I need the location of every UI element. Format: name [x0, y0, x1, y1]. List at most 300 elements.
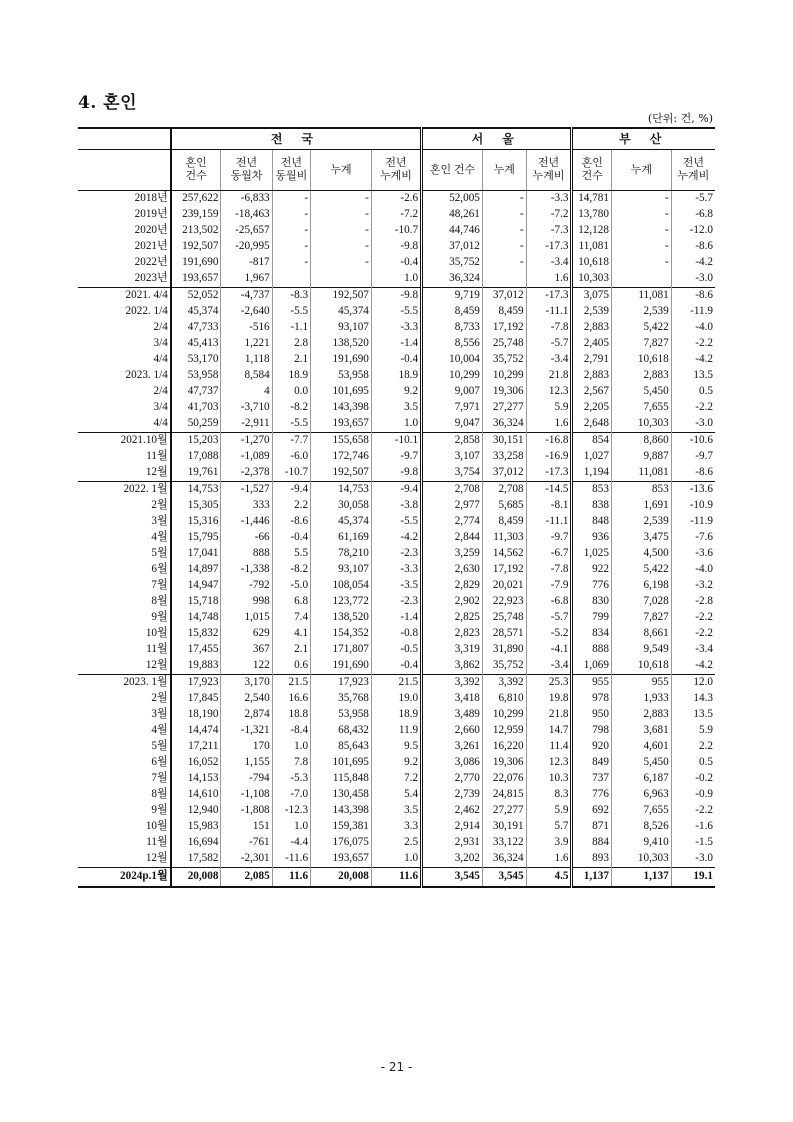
col-busan-count: 혼인 건수 — [572, 150, 611, 191]
cell-seoul-count: 2,462 — [422, 803, 483, 819]
cell-busan-count: 1,137 — [572, 868, 611, 888]
cell-busan-cumulative: 3,681 — [611, 723, 671, 739]
cell-seoul-cum-rate: -3.4 — [526, 352, 572, 368]
cell-nat-count: 45,374 — [171, 304, 221, 320]
table-row — [78, 482, 715, 499]
corner-header-sub — [78, 150, 171, 191]
cell-busan-count: 12,128 — [572, 223, 611, 239]
cell-seoul-cumulative: 11,303 — [482, 530, 526, 546]
col-busan-cumulative: 누계 — [611, 150, 671, 191]
cell-busan-cumulative: - — [611, 223, 671, 239]
row-label: 12월 — [145, 852, 168, 865]
cell-nat-cum-rate: 11.9 — [371, 723, 421, 739]
cell-seoul-count: 2,829 — [422, 578, 483, 594]
cell-busan-cum-rate: -1.5 — [671, 835, 715, 851]
cell-nat-cumulative: 101,695 — [311, 384, 372, 400]
cell-nat-count: 17,041 — [171, 546, 221, 562]
cell-seoul-cum-rate: -16.9 — [526, 449, 572, 465]
cell-nat-cumulative: 176,075 — [311, 835, 372, 851]
cell-nat-cumulative: 20,008 — [311, 868, 372, 888]
cell-nat-yoy-rate: 4.1 — [272, 626, 310, 642]
cell-seoul-cum-rate: -5.2 — [526, 626, 572, 642]
cell-nat-yoy-rate: 18.9 — [272, 368, 310, 384]
cell-seoul-cumulative: 22,076 — [482, 771, 526, 787]
cell-seoul-cumulative: 12,959 — [482, 723, 526, 739]
table-row — [78, 739, 715, 755]
col-nat-yoy-rate: 전년 동월비 — [272, 150, 310, 191]
cell-seoul-cum-rate: 25.3 — [526, 675, 572, 692]
cell-nat-cumulative: 192,507 — [311, 288, 372, 305]
cell-seoul-cum-rate: -9.7 — [526, 530, 572, 546]
cell-seoul-count: 2,844 — [422, 530, 483, 546]
cell-busan-count: 776 — [572, 578, 611, 594]
cell-busan-cumulative: 8,860 — [611, 433, 671, 450]
cell-nat-cumulative — [311, 271, 372, 288]
cell-nat-cumulative: 191,690 — [311, 658, 372, 675]
cell-nat-count: 213,502 — [171, 223, 221, 239]
row-label: 3월 — [151, 708, 168, 721]
table-row — [78, 288, 715, 305]
cell-nat-yoy-diff: 1,118 — [221, 352, 272, 368]
row-label: 6월 — [151, 563, 168, 576]
cell-seoul-cum-rate: -6.7 — [526, 546, 572, 562]
table-row — [78, 336, 715, 352]
cell-busan-cum-rate: -8.6 — [671, 239, 715, 255]
cell-seoul-cum-rate: 5.9 — [526, 400, 572, 416]
cell-seoul-cum-rate: -17.3 — [526, 239, 572, 255]
cell-seoul-cumulative: 16,220 — [482, 739, 526, 755]
cell-seoul-cumulative: 10,299 — [482, 368, 526, 384]
cell-seoul-cumulative: 25,748 — [482, 336, 526, 352]
cell-seoul-count: 3,754 — [422, 465, 483, 482]
cell-nat-cum-rate: -3.3 — [371, 320, 421, 336]
cell-busan-count: 2,567 — [572, 384, 611, 400]
cell-seoul-cum-rate: 5.7 — [526, 819, 572, 835]
cell-nat-cumulative: 45,374 — [311, 514, 372, 530]
cell-nat-cumulative: 93,107 — [311, 562, 372, 578]
cell-busan-count: 920 — [572, 739, 611, 755]
cell-seoul-cum-rate: -7.2 — [526, 207, 572, 223]
cell-busan-cumulative: 955 — [611, 675, 671, 692]
cell-busan-cum-rate: -4.2 — [671, 255, 715, 271]
table-row — [78, 223, 715, 239]
cell-seoul-cum-rate: 1.6 — [526, 271, 572, 288]
cell-nat-cumulative: 138,520 — [311, 336, 372, 352]
table-row — [78, 819, 715, 835]
cell-busan-cum-rate: -9.7 — [671, 449, 715, 465]
cell-busan-count: 10,618 — [572, 255, 611, 271]
cell-busan-cumulative — [611, 271, 671, 288]
cell-nat-cumulative: 172,746 — [311, 449, 372, 465]
cell-busan-count: 11,081 — [572, 239, 611, 255]
cell-busan-cum-rate: -8.6 — [671, 288, 715, 305]
cell-seoul-cumulative: 2,708 — [482, 482, 526, 499]
cell-seoul-cum-rate: 12.3 — [526, 755, 572, 771]
cell-seoul-cumulative: 19,306 — [482, 384, 526, 400]
cell-nat-cum-rate: -9.7 — [371, 449, 421, 465]
cell-seoul-cumulative: 31,890 — [482, 642, 526, 658]
cell-nat-cum-rate: 1.0 — [371, 416, 421, 433]
cell-busan-cumulative: 6,198 — [611, 578, 671, 594]
cell-nat-yoy-rate: 2.2 — [272, 498, 310, 514]
cell-nat-cum-rate: -4.2 — [371, 530, 421, 546]
cell-busan-cumulative: 2,539 — [611, 304, 671, 320]
cell-busan-cumulative: 10,618 — [611, 352, 671, 368]
cell-busan-cum-rate: -3.0 — [671, 416, 715, 433]
cell-nat-count: 17,211 — [171, 739, 221, 755]
cell-busan-cum-rate: -6.8 — [671, 207, 715, 223]
table-row — [78, 803, 715, 819]
cell-busan-count: 871 — [572, 819, 611, 835]
cell-nat-cum-rate: 3.3 — [371, 819, 421, 835]
cell-nat-count: 14,897 — [171, 562, 221, 578]
cell-seoul-count: 8,733 — [422, 320, 483, 336]
cell-nat-count: 17,845 — [171, 691, 221, 707]
cell-nat-cum-rate: -9.4 — [371, 482, 421, 499]
cell-nat-yoy-diff: 4 — [221, 384, 272, 400]
row-label: 4월 — [151, 724, 168, 737]
cell-nat-yoy-rate: -5.3 — [272, 771, 310, 787]
cell-busan-cum-rate: -3.2 — [671, 578, 715, 594]
group-seoul: 서 울 — [422, 128, 572, 150]
cell-busan-cum-rate: 0.5 — [671, 755, 715, 771]
cell-nat-count: 12,940 — [171, 803, 221, 819]
cell-busan-cumulative: 10,618 — [611, 658, 671, 675]
cell-nat-yoy-rate: 1.0 — [272, 739, 310, 755]
cell-seoul-cum-rate: 10.3 — [526, 771, 572, 787]
row-label: 2023. 1/4 — [125, 369, 168, 382]
cell-busan-cum-rate: -4.2 — [671, 658, 715, 675]
cell-nat-count: 47,737 — [171, 384, 221, 400]
cell-nat-count: 53,170 — [171, 352, 221, 368]
cell-nat-yoy-diff: -2,640 — [221, 304, 272, 320]
cell-nat-yoy-rate: - — [272, 255, 310, 271]
cell-busan-cumulative: 10,303 — [611, 416, 671, 433]
cell-nat-count: 15,305 — [171, 498, 221, 514]
cell-seoul-cumulative: 30,191 — [482, 819, 526, 835]
cell-busan-cum-rate: -3.6 — [671, 546, 715, 562]
row-label: 10월 — [145, 820, 168, 833]
cell-nat-yoy-diff: 1,967 — [221, 271, 272, 288]
cell-nat-cumulative: 61,169 — [311, 530, 372, 546]
cell-busan-cumulative: - — [611, 191, 671, 208]
cell-busan-cumulative: 7,827 — [611, 610, 671, 626]
cell-seoul-count: 2,914 — [422, 819, 483, 835]
cell-nat-cumulative: 85,643 — [311, 739, 372, 755]
cell-nat-yoy-diff: -1,338 — [221, 562, 272, 578]
cell-busan-count: 830 — [572, 594, 611, 610]
row-label: 2021년 — [134, 240, 168, 253]
cell-nat-yoy-diff: -1,270 — [221, 433, 272, 450]
cell-busan-cum-rate: -2.2 — [671, 626, 715, 642]
cell-nat-cum-rate: 18.9 — [371, 707, 421, 723]
cell-nat-yoy-rate: -11.6 — [272, 851, 310, 868]
cell-nat-yoy-rate: -0.4 — [272, 530, 310, 546]
cell-busan-cumulative: 7,655 — [611, 803, 671, 819]
cell-seoul-cum-rate: 1.6 — [526, 851, 572, 868]
cell-nat-cum-rate: 1.0 — [371, 851, 421, 868]
row-label: 11월 — [146, 450, 168, 463]
cell-seoul-count: 3,319 — [422, 642, 483, 658]
cell-nat-cum-rate: -3.8 — [371, 498, 421, 514]
table-row — [78, 530, 715, 546]
cell-seoul-cumulative: 36,324 — [482, 851, 526, 868]
cell-nat-cum-rate: 3.5 — [371, 803, 421, 819]
cell-nat-yoy-rate: -8.2 — [272, 400, 310, 416]
table-row — [78, 675, 715, 692]
cell-nat-yoy-diff: 1,221 — [221, 336, 272, 352]
cell-nat-yoy-rate: -6.0 — [272, 449, 310, 465]
cell-seoul-cum-rate: 21.8 — [526, 707, 572, 723]
cell-busan-count: 13,780 — [572, 207, 611, 223]
group-header-row — [78, 128, 715, 150]
cell-busan-count: 884 — [572, 835, 611, 851]
cell-busan-cum-rate: -2.2 — [671, 336, 715, 352]
cell-nat-cumulative: - — [311, 207, 372, 223]
cell-nat-cum-rate: -9.8 — [371, 239, 421, 255]
cell-nat-count: 53,958 — [171, 368, 221, 384]
cell-nat-count: 14,753 — [171, 482, 221, 499]
cell-nat-cum-rate: 9.2 — [371, 755, 421, 771]
cell-seoul-count: 3,418 — [422, 691, 483, 707]
cell-seoul-cum-rate: 14.7 — [526, 723, 572, 739]
cell-busan-cum-rate: -4.0 — [671, 562, 715, 578]
cell-nat-cum-rate: 7.2 — [371, 771, 421, 787]
cell-busan-cum-rate: -11.9 — [671, 304, 715, 320]
cell-nat-count: 41,703 — [171, 400, 221, 416]
cell-busan-count: 692 — [572, 803, 611, 819]
cell-nat-cumulative: - — [311, 223, 372, 239]
cell-nat-yoy-diff: 367 — [221, 642, 272, 658]
row-label: 10월 — [145, 627, 168, 640]
cell-nat-yoy-rate: 18.8 — [272, 707, 310, 723]
cell-nat-yoy-diff: -2,378 — [221, 465, 272, 482]
cell-nat-count: 17,455 — [171, 642, 221, 658]
cell-busan-count: 1,069 — [572, 658, 611, 675]
cell-nat-yoy-rate: -8.3 — [272, 288, 310, 305]
cell-nat-cumulative: 78,210 — [311, 546, 372, 562]
cell-nat-cumulative: 53,958 — [311, 707, 372, 723]
cell-nat-cum-rate: -0.4 — [371, 658, 421, 675]
cell-seoul-cum-rate: -11.1 — [526, 514, 572, 530]
cell-nat-yoy-diff: 151 — [221, 819, 272, 835]
row-label: 2022년 — [134, 256, 168, 269]
row-label: 11월 — [146, 836, 168, 849]
cell-seoul-cum-rate: -14.5 — [526, 482, 572, 499]
cell-nat-yoy-diff: 998 — [221, 594, 272, 610]
cell-busan-cum-rate: 14.3 — [671, 691, 715, 707]
cell-busan-cum-rate: -2.8 — [671, 594, 715, 610]
cell-nat-cumulative: 108,054 — [311, 578, 372, 594]
cell-busan-cumulative: 7,028 — [611, 594, 671, 610]
row-label: 3/4 — [153, 337, 168, 350]
table-row — [78, 239, 715, 255]
cell-nat-count: 15,983 — [171, 819, 221, 835]
cell-busan-cum-rate: 5.9 — [671, 723, 715, 739]
row-label: 2019년 — [134, 208, 168, 221]
row-label: 2023년 — [134, 272, 168, 285]
cell-nat-cumulative: - — [311, 239, 372, 255]
cell-seoul-cumulative: 17,192 — [482, 320, 526, 336]
cell-nat-yoy-diff: 3,170 — [221, 675, 272, 692]
cell-busan-cum-rate: -4.0 — [671, 320, 715, 336]
cell-seoul-count: 2,774 — [422, 514, 483, 530]
cell-nat-yoy-diff: -516 — [221, 320, 272, 336]
cell-seoul-cumulative: 8,459 — [482, 514, 526, 530]
cell-seoul-cum-rate: 5.9 — [526, 803, 572, 819]
cell-seoul-cumulative: - — [482, 191, 526, 208]
table-row — [78, 787, 715, 803]
cell-seoul-cumulative: 28,571 — [482, 626, 526, 642]
cell-busan-cumulative: 9,887 — [611, 449, 671, 465]
table-row — [78, 514, 715, 530]
cell-busan-cumulative: 6,187 — [611, 771, 671, 787]
cell-busan-count: 799 — [572, 610, 611, 626]
cell-nat-cum-rate: 1.0 — [371, 271, 421, 288]
row-label: 4/4 — [153, 353, 168, 366]
cell-busan-cum-rate: -3.0 — [671, 851, 715, 868]
cell-nat-yoy-diff: 170 — [221, 739, 272, 755]
cell-seoul-count: 2,739 — [422, 787, 483, 803]
unit-note: (단위: 건, %) — [647, 112, 713, 125]
cell-busan-cum-rate: 13.5 — [671, 707, 715, 723]
cell-seoul-cumulative: 19,306 — [482, 755, 526, 771]
row-label: 7월 — [151, 772, 168, 785]
cell-busan-cumulative: 2,539 — [611, 514, 671, 530]
cell-seoul-count: 8,556 — [422, 336, 483, 352]
cell-seoul-cumulative: 24,815 — [482, 787, 526, 803]
cell-nat-cumulative: 193,657 — [311, 851, 372, 868]
cell-busan-cumulative: 4,601 — [611, 739, 671, 755]
cell-busan-cumulative: 10,303 — [611, 851, 671, 868]
cell-seoul-cum-rate: -3.4 — [526, 658, 572, 675]
cell-busan-count: 1,027 — [572, 449, 611, 465]
cell-seoul-count: 2,902 — [422, 594, 483, 610]
cell-nat-count: 14,474 — [171, 723, 221, 739]
cell-busan-cum-rate: -12.0 — [671, 223, 715, 239]
cell-nat-yoy-diff: 122 — [221, 658, 272, 675]
col-seoul-cumulative: 누계 — [482, 150, 526, 191]
row-label: 2/4 — [153, 385, 168, 398]
cell-seoul-cumulative: 3,545 — [482, 868, 526, 888]
cell-nat-yoy-diff: -792 — [221, 578, 272, 594]
cell-seoul-cumulative: 22,923 — [482, 594, 526, 610]
cell-nat-cumulative: - — [311, 191, 372, 208]
cell-nat-yoy-diff: -66 — [221, 530, 272, 546]
cell-seoul-count: 7,971 — [422, 400, 483, 416]
table-row — [78, 416, 715, 433]
cell-nat-cum-rate: -9.8 — [371, 288, 421, 305]
cell-nat-cumulative: 130,458 — [311, 787, 372, 803]
cell-busan-cum-rate: 19.1 — [671, 868, 715, 888]
cell-nat-cumulative: 154,352 — [311, 626, 372, 642]
cell-busan-cumulative: - — [611, 239, 671, 255]
cell-nat-yoy-rate: 11.6 — [272, 868, 310, 888]
cell-seoul-count: 48,261 — [422, 207, 483, 223]
cell-nat-yoy-rate — [272, 271, 310, 288]
row-label: 5월 — [151, 740, 168, 753]
cell-nat-yoy-diff: -3,710 — [221, 400, 272, 416]
cell-nat-cumulative: 45,374 — [311, 304, 372, 320]
cell-busan-cum-rate: -5.7 — [671, 191, 715, 208]
table-row — [78, 771, 715, 787]
cell-busan-count: 2,791 — [572, 352, 611, 368]
cell-nat-yoy-rate: 6.8 — [272, 594, 310, 610]
cell-seoul-cumulative: 14,562 — [482, 546, 526, 562]
cell-seoul-count: 2,825 — [422, 610, 483, 626]
cell-nat-yoy-rate: -12.3 — [272, 803, 310, 819]
cell-seoul-cum-rate: 19.8 — [526, 691, 572, 707]
cell-nat-count: 192,507 — [171, 239, 221, 255]
group-nationwide: 전 국 — [171, 128, 422, 150]
cell-nat-yoy-diff: 1,155 — [221, 755, 272, 771]
cell-seoul-cum-rate: 4.5 — [526, 868, 572, 888]
cell-seoul-cumulative: - — [482, 207, 526, 223]
cell-nat-count: 15,832 — [171, 626, 221, 642]
cell-seoul-cum-rate: -3.3 — [526, 191, 572, 208]
cell-nat-yoy-diff: -1,108 — [221, 787, 272, 803]
cell-seoul-count: 44,746 — [422, 223, 483, 239]
cell-nat-yoy-rate: - — [272, 207, 310, 223]
cell-nat-cumulative: 191,690 — [311, 352, 372, 368]
cell-busan-count: 834 — [572, 626, 611, 642]
cell-seoul-count: 52,005 — [422, 191, 483, 208]
cell-nat-yoy-diff: 2,540 — [221, 691, 272, 707]
cell-nat-yoy-diff: -1,089 — [221, 449, 272, 465]
cell-busan-cumulative: 11,081 — [611, 465, 671, 482]
table-row — [78, 835, 715, 851]
cell-seoul-count: 9,719 — [422, 288, 483, 305]
cell-nat-count: 16,694 — [171, 835, 221, 851]
col-nat-count: 혼인 건수 — [171, 150, 221, 191]
cell-nat-count: 15,203 — [171, 433, 221, 450]
cell-seoul-count: 3,545 — [422, 868, 483, 888]
cell-busan-count: 14,781 — [572, 191, 611, 208]
cell-nat-yoy-rate: -8.2 — [272, 562, 310, 578]
cell-nat-yoy-rate: -5.5 — [272, 416, 310, 433]
cell-nat-yoy-diff: -1,808 — [221, 803, 272, 819]
marriage-statistics-table — [78, 127, 715, 888]
row-label: 2021.10월 — [78, 433, 171, 450]
cell-nat-cumulative: 93,107 — [311, 320, 372, 336]
table-row — [78, 578, 715, 594]
cell-busan-cum-rate: 13.5 — [671, 368, 715, 384]
cell-nat-yoy-diff: -794 — [221, 771, 272, 787]
cell-busan-count: 10,303 — [572, 271, 611, 288]
cell-seoul-count: 10,004 — [422, 352, 483, 368]
cell-nat-cum-rate: -2.6 — [371, 191, 421, 208]
cell-nat-yoy-rate: -5.5 — [272, 304, 310, 320]
cell-seoul-cumulative: 33,258 — [482, 449, 526, 465]
row-label: 4월 — [151, 531, 168, 544]
cell-nat-cum-rate: -10.1 — [371, 433, 421, 450]
cell-seoul-count: 2,770 — [422, 771, 483, 787]
cell-nat-count: 18,190 — [171, 707, 221, 723]
cell-seoul-cum-rate: -16.8 — [526, 433, 572, 450]
cell-seoul-cumulative: - — [482, 239, 526, 255]
cell-seoul-cumulative: 30,151 — [482, 433, 526, 450]
cell-nat-yoy-diff: -2,301 — [221, 851, 272, 868]
row-label: 2021. 4/4 — [78, 288, 171, 305]
cell-nat-cumulative: 138,520 — [311, 610, 372, 626]
cell-nat-yoy-rate: 5.5 — [272, 546, 310, 562]
cell-nat-yoy-diff: 8,584 — [221, 368, 272, 384]
cell-seoul-cum-rate: -5.7 — [526, 336, 572, 352]
cell-nat-yoy-rate: -8.6 — [272, 514, 310, 530]
cell-nat-cumulative: 17,923 — [311, 675, 372, 692]
cell-nat-cumulative: 101,695 — [311, 755, 372, 771]
cell-busan-count: 888 — [572, 642, 611, 658]
